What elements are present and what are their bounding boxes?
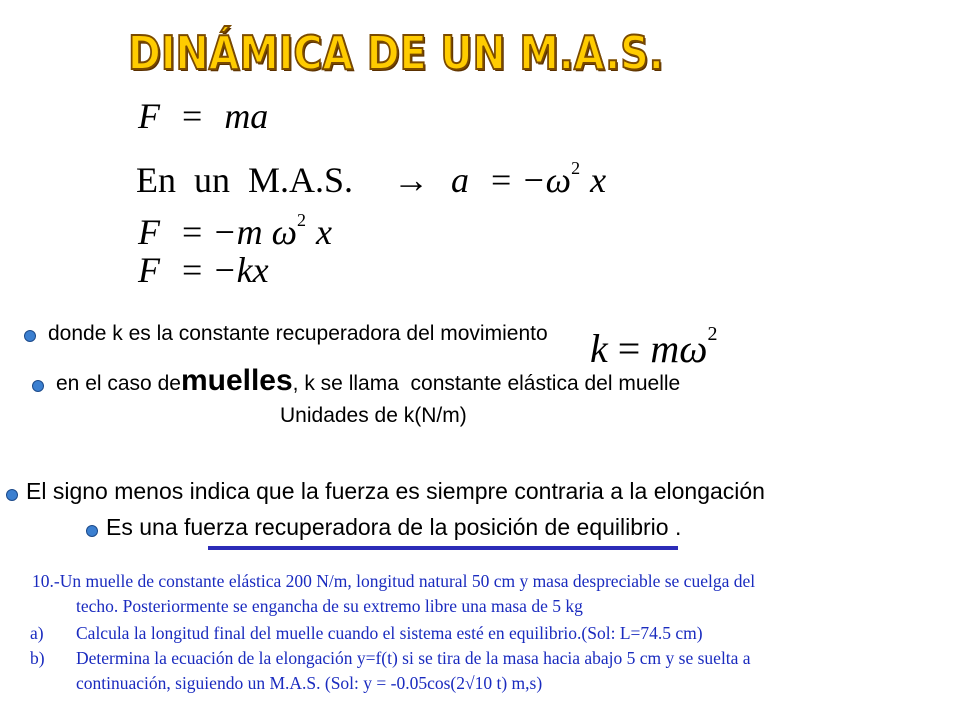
problem-part-b-continuation: continuación, siguiendo un M.A.S. (Sol: y = -0.05cos(2√10 t) m,s) <box>76 673 543 693</box>
part-b-text-1: Determina la ecuación de la elongación y=f(t) si se tira de la masa hacia abajo 5 cm y se suelta a <box>76 648 751 668</box>
formula-op: = <box>617 326 641 371</box>
eq2-op: = <box>491 160 512 200</box>
eq3-rhs-pre: −m ω <box>212 212 298 252</box>
equation-mas-acceleration <box>136 148 606 200</box>
eq2-lhs: a <box>451 160 470 200</box>
eq3-exponent: 2 <box>297 210 307 230</box>
bullet-1-text: donde k es la constante recuperadora del movimiento <box>48 322 548 345</box>
divider-line <box>208 546 678 550</box>
eq2-rhs-pre: −ω <box>521 160 572 200</box>
part-b-label: b) <box>30 648 45 668</box>
page-title: DINÁMICA DE UN M.A.S. <box>128 26 664 80</box>
units-text: Unidades de k(N/m) <box>280 404 467 427</box>
eq3-rhs-post: x <box>316 212 333 252</box>
part-a-text: Calcula la longitud final del muelle cuando el sistema esté en equilibrio.(Sol: L=74.5 cm) <box>76 623 703 643</box>
bullet-sign-meaning <box>6 478 765 505</box>
problem-line-1: 10.-Un muelle de constante elástica 200 N/m, longitud natural 50 cm y masa despreciable se cuelga del <box>32 571 756 591</box>
equation-hooke <box>138 250 269 290</box>
eq3-op: = <box>182 212 203 252</box>
bullet-springs <box>32 364 680 398</box>
bullet-icon <box>6 489 18 501</box>
bullet-3-text: El signo menos indica que la fuerza es siempre contraria a la elongación <box>26 478 765 504</box>
eq3-lhs: F <box>138 212 160 252</box>
eq2-prefix: En un M.A.S. <box>136 160 354 200</box>
eq1-rhs: ma <box>224 96 269 136</box>
eq4-lhs: F <box>138 250 160 290</box>
bullet-icon <box>24 330 36 342</box>
problem-line-2: techo. Posteriormente se engancha de su extremo libre una masa de 5 kg <box>76 596 583 616</box>
equation-newton <box>138 96 268 136</box>
bullet-2-pre: en el caso de <box>56 372 181 395</box>
eq4-op: = <box>182 250 203 290</box>
bullet-2-post: , k se llama constante elástica del muelle <box>292 372 681 395</box>
formula-lhs: k <box>590 326 608 371</box>
part-a-label: a) <box>30 623 44 643</box>
equation-force-omega <box>138 200 332 252</box>
formula-k-m-omega <box>590 314 717 369</box>
problem-part-b <box>30 648 751 669</box>
bullet-4-text: Es una fuerza recuperadora de la posición de equilibrio . <box>106 514 682 540</box>
arrow-icon: → <box>393 160 430 200</box>
eq2-exponent: 2 <box>571 158 581 178</box>
bullet-icon <box>32 380 44 392</box>
formula-rhs: mω <box>650 326 708 371</box>
eq1-lhs: F <box>138 96 160 136</box>
bullet-2-bold: muelles <box>180 364 293 397</box>
formula-exponent: 2 <box>707 323 718 345</box>
bullet-constant-definition <box>24 322 548 346</box>
eq2-rhs-post: x <box>590 160 607 200</box>
problem-part-a <box>30 623 703 644</box>
bullet-restoring-force <box>86 514 681 541</box>
eq1-op: = <box>182 96 203 136</box>
bullet-icon <box>86 525 98 537</box>
eq4-rhs: −kx <box>212 250 269 290</box>
